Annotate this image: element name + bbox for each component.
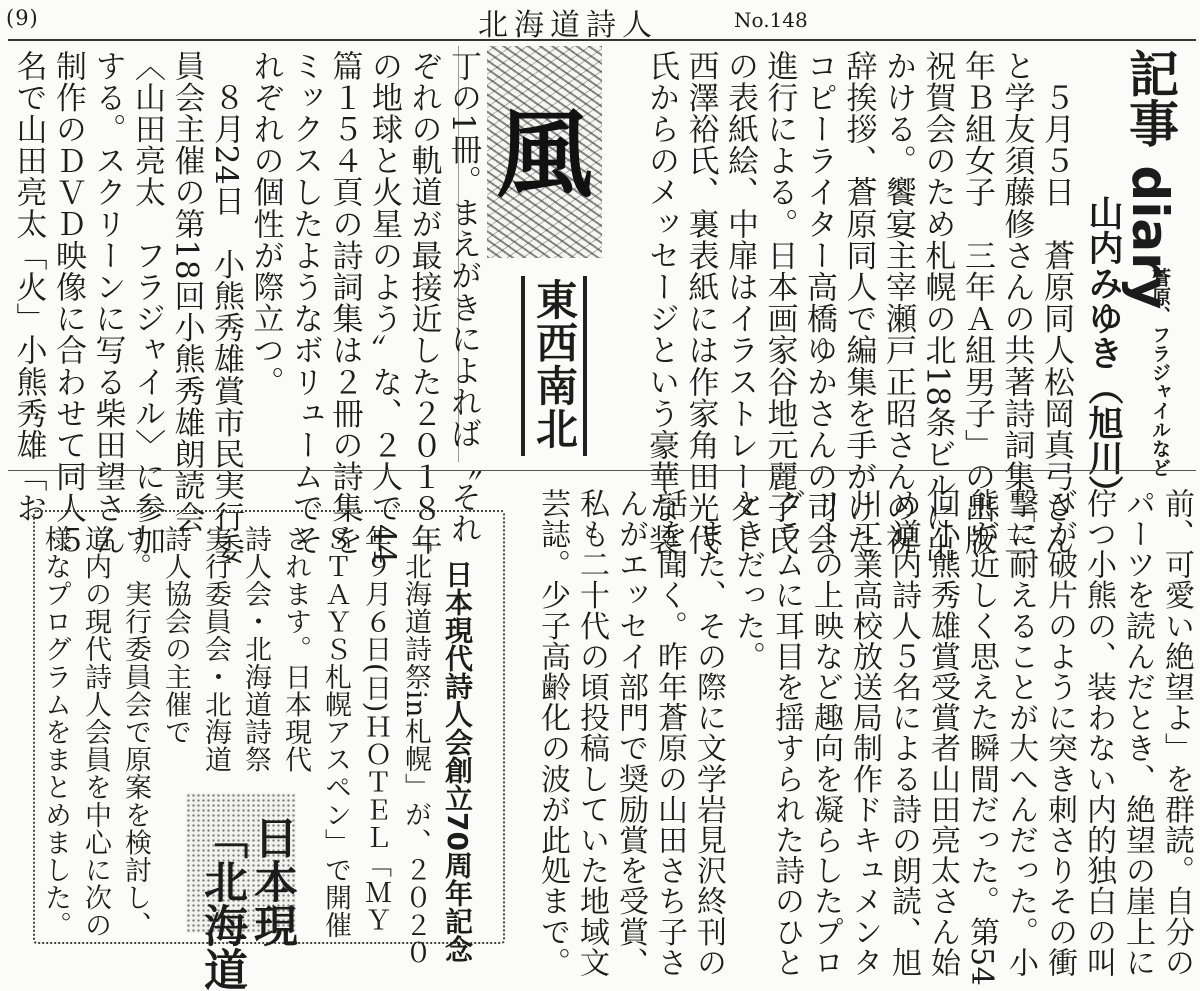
diary-body-lower: 前、可愛い絶望よ」を群読。自分の パーツを読んだとき、絶望の崖上に 佇つ小熊の、装わない内的独白の叫 びが破片のように突き刺さりその衝 撃に耐えることが大へんだった。小 熊が近しく思えた瞬間だった。第54 回小熊秀雄賞受賞者山田亮太さん始 め道内詩人５名による詩の朗読、旭 川工業高校放送局制作ドキュメンタ リーの上映など趣向を凝らしたプロ グラムに耳目を揺すられた詩のひと ときだった。 また、その際に文学岩見沢終刊の 話を聞く。昨年蒼原の山田さち子さ んがエッセイ部門で奨励賞を受賞、 私も二十代の頃投稿していた地域文 芸誌。少子高齢化の波が此処まで。 xyxy=(535,488,1194,987)
diary-author: 山内みゆき（旭川） xyxy=(1083,195,1123,510)
diary-body-left: 丁の1冊。まえがきによれば〝それ ぞれの軌道が最接近した２０１８年 の地球と火星のよう〟な、２人で44 篇１５４頁の詩詞集は２冊の詩集を ミックスしたようなボリュームでそ れぞれの個性が際立つ。 ８月24日 小熊秀雄賞市民実行委 員会主催の第18回小熊秀雄朗読会 〈山田亮太 フラジャイル〉に参加 する。スクリーンに写る柴田望さん 制作のＤＶＤ映像に合わせて同人５ 名で山田亮太「火」小熊秀雄「お xyxy=(10,50,481,565)
diary-body-right: ５月５日 蒼原同人松岡真弓さん と学友須藤修さんの共著詩詞集「三 年Ｂ組女子 三年Ａ組男子」の出版 祝賀会のため札幌の北18条ビルに出 かける。饗宴主宰瀬戸正昭さんの祝 辞挨拶、蒼原同人で編集を手がけた コピーライター高橋ゆかさんの司会 進行による。日本画家谷地元麗子氏 の表紙絵、中扉はイラストレーター 西澤裕氏、裏表紙には作家角田光代 氏からのメッセージという豪華な装 xyxy=(643,50,1074,565)
notice-body: 「北海道詩祭in札幌」が、２０２０ 年９月６日(日)ＨＯＴＥＬ「ＭＹ ＳＴＡＹＳ札幌アスペン」で開催 されます。日本現代 詩人会・北海道詩祭 実行委員会・北海道 詩人協会の主催で す。実行委員会で原案を検討し、 道内の現代詩人会員を中心に次の 様なプログラムをまとめました。 xyxy=(40,525,431,967)
middle-rule xyxy=(8,470,1196,471)
header-rule xyxy=(8,39,1196,41)
notice-big-title: 日本現 「北海道 xyxy=(196,815,297,991)
page-header xyxy=(0,0,1200,43)
issue-number: No.148 xyxy=(734,8,808,32)
publication-title: 北海道詩人 xyxy=(478,8,658,43)
fuu-character: 風 xyxy=(496,99,593,211)
page-number: (9) xyxy=(6,6,39,30)
tozai-nanboku-label: 東西南北 xyxy=(530,278,579,450)
notice-heading: 日本現代詩人会創立70周年記念 xyxy=(441,560,474,963)
diary-title: 記事 diary xyxy=(1121,48,1179,310)
diary-subtitle: 蒼原、フラジャイルなど xyxy=(1149,268,1171,477)
